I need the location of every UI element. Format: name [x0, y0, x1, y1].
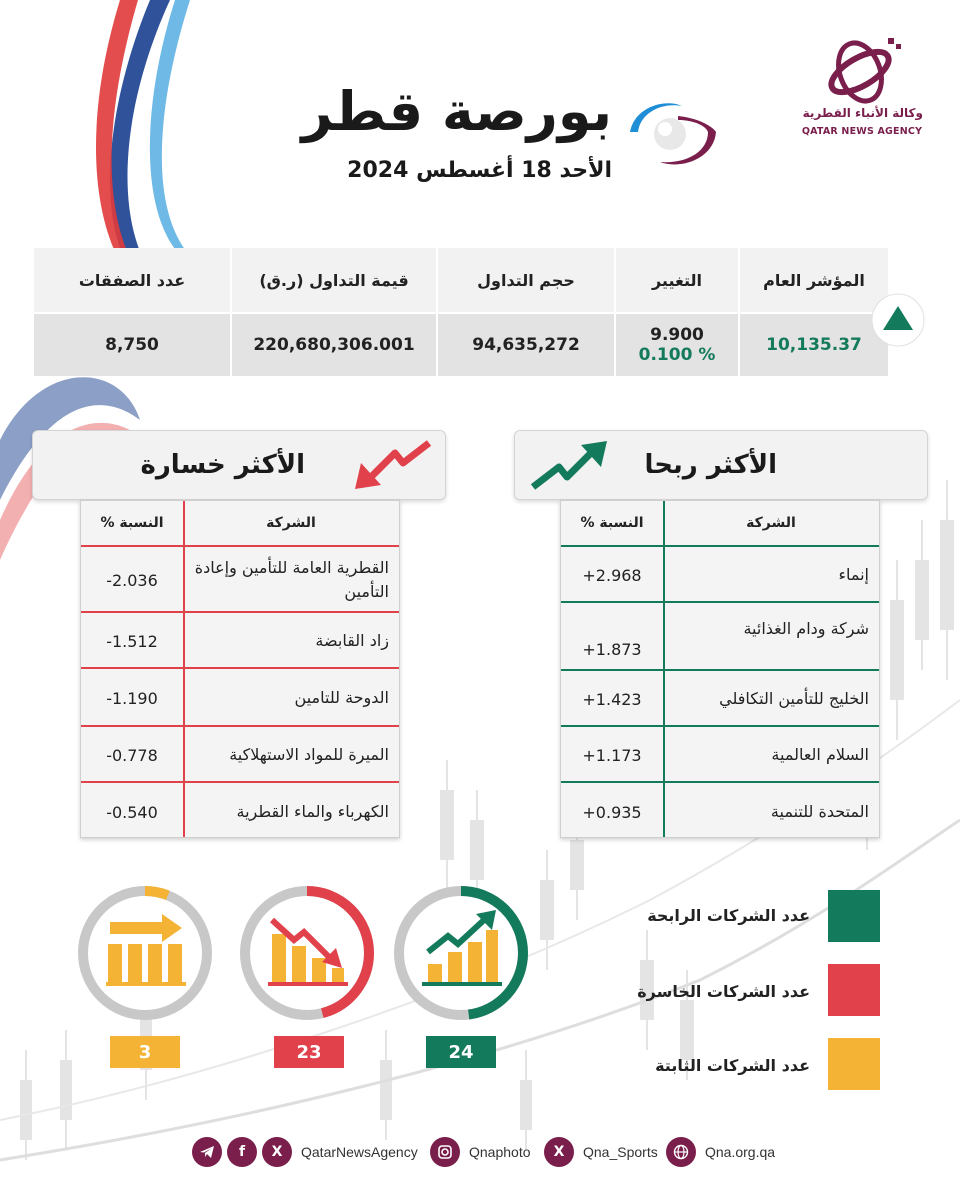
table-header-row — [81, 501, 399, 547]
legend-unchanged-label: عدد الشركات الثابتة — [655, 1056, 810, 1075]
x-icon[interactable]: X — [262, 1137, 292, 1167]
social-group-main — [192, 1134, 418, 1170]
top-losers-table — [80, 500, 400, 838]
handle-photo[interactable]: Qnaphoto — [469, 1144, 531, 1160]
col-header-company: الشركة — [266, 515, 316, 531]
company-name: الميرة للمواد الاستهلاكية — [229, 745, 389, 764]
qna-logo-icon — [818, 32, 908, 104]
col-header-change: التغيير — [616, 248, 738, 312]
percent-value: +0.935 — [582, 802, 642, 822]
telegram-icon[interactable] — [192, 1137, 222, 1167]
gainers-count: 24 — [426, 1036, 496, 1068]
trend-up-arrow-icon — [529, 437, 613, 493]
percent-value: +1.423 — [582, 689, 642, 709]
instagram-icon[interactable] — [430, 1137, 460, 1167]
volume-value: 94,635,272 — [438, 314, 614, 376]
gainers-count-ring — [386, 878, 536, 1028]
table-row — [561, 785, 879, 839]
company-name: الكهرباء والماء القطرية — [236, 802, 389, 821]
table-row — [561, 605, 879, 671]
company-name: زاد القابضة — [315, 631, 389, 650]
col-header-value: قيمة التداول (ر.ق) — [232, 248, 436, 312]
agency-name-arabic: وكالة الأنباء القطرية — [802, 106, 923, 120]
agency-name-english: QATAR NEWS AGENCY — [801, 126, 923, 137]
social-group-sports — [544, 1134, 658, 1170]
general-index-value: 10,135.37 — [740, 314, 888, 376]
percent-value: -1.512 — [106, 631, 158, 651]
up-triangle-icon — [870, 292, 926, 348]
percent-value: +2.968 — [582, 565, 642, 585]
percent-value: -2.036 — [106, 570, 158, 590]
handle-main[interactable]: QatarNewsAgency — [301, 1144, 418, 1160]
company-name: المتحدة للتنمية — [770, 802, 869, 821]
index-summary-table — [34, 248, 888, 376]
trend-down-arrow-icon — [349, 437, 433, 493]
top-gainers-title: الأكثر ربحا — [644, 450, 777, 480]
trade-value: 220,680,306.001 — [232, 314, 436, 376]
col-header-percent: النسبة % — [580, 515, 644, 531]
top-gainers-table — [560, 500, 880, 838]
percent-value: -1.190 — [106, 688, 158, 708]
facebook-icon[interactable]: f — [227, 1137, 257, 1167]
losers-count: 23 — [274, 1036, 344, 1068]
website-link[interactable]: Qna.org.qa — [705, 1144, 776, 1160]
x-icon[interactable]: X — [544, 1137, 574, 1167]
table-row — [81, 729, 399, 783]
unchanged-count: 3 — [110, 1036, 180, 1068]
social-group-photo — [430, 1134, 531, 1170]
top-losers-title: الأكثر خسارة — [140, 450, 305, 480]
deals-value: 8,750 — [34, 314, 230, 376]
legend-losers-swatch — [828, 964, 880, 1016]
top-losers-header — [32, 430, 446, 500]
company-name: شركة ودام الغذائية — [743, 619, 869, 638]
legend-gainers-swatch — [828, 890, 880, 942]
legend-gainers-label: عدد الشركات الرابحة — [647, 906, 810, 925]
percent-value: -0.540 — [106, 802, 158, 822]
col-header-deals: عدد الصفقات — [34, 248, 230, 312]
unchanged-count-ring — [70, 878, 220, 1028]
handle-sports[interactable]: Qna_Sports — [583, 1144, 658, 1160]
change-cell — [616, 314, 738, 376]
table-row — [81, 671, 399, 727]
change-percent: % 0.100 — [638, 345, 716, 365]
page-title: بورصة قطر — [301, 80, 612, 143]
table-row — [561, 673, 879, 727]
col-header-percent: النسبة % — [100, 515, 164, 531]
page-date: الأحد 18 أغسطس 2024 — [347, 158, 612, 183]
col-header-volume: حجم التداول — [438, 248, 614, 312]
col-header-general-index: المؤشر العام — [740, 248, 888, 312]
table-row — [561, 549, 879, 603]
percent-value: -0.778 — [106, 745, 158, 765]
company-name: الخليج للتأمين التكافلي — [719, 689, 869, 708]
change-value: 9.900 — [650, 325, 704, 345]
percent-value: +1.173 — [582, 745, 642, 765]
company-name: القطرية العامة للتأمين وإعادة التأمين — [194, 558, 389, 601]
social-group-web — [666, 1134, 775, 1170]
table-row — [81, 615, 399, 669]
company-name: الدوحة للتامين — [294, 688, 389, 707]
losers-count-ring — [232, 878, 382, 1028]
col-header-company: الشركة — [746, 515, 796, 531]
company-name: إنماء — [838, 565, 869, 584]
legend-unchanged-swatch — [828, 1038, 880, 1090]
table-header-row — [561, 501, 879, 547]
table-row — [81, 549, 399, 613]
table-row — [81, 785, 399, 839]
globe-icon[interactable] — [666, 1137, 696, 1167]
legend-losers-label: عدد الشركات الخاسرة — [637, 982, 810, 1001]
company-name: السلام العالمية — [771, 745, 869, 764]
table-row — [561, 729, 879, 783]
percent-value: +1.873 — [582, 640, 642, 659]
top-gainers-header — [514, 430, 928, 500]
exchange-logo-icon — [620, 96, 722, 172]
